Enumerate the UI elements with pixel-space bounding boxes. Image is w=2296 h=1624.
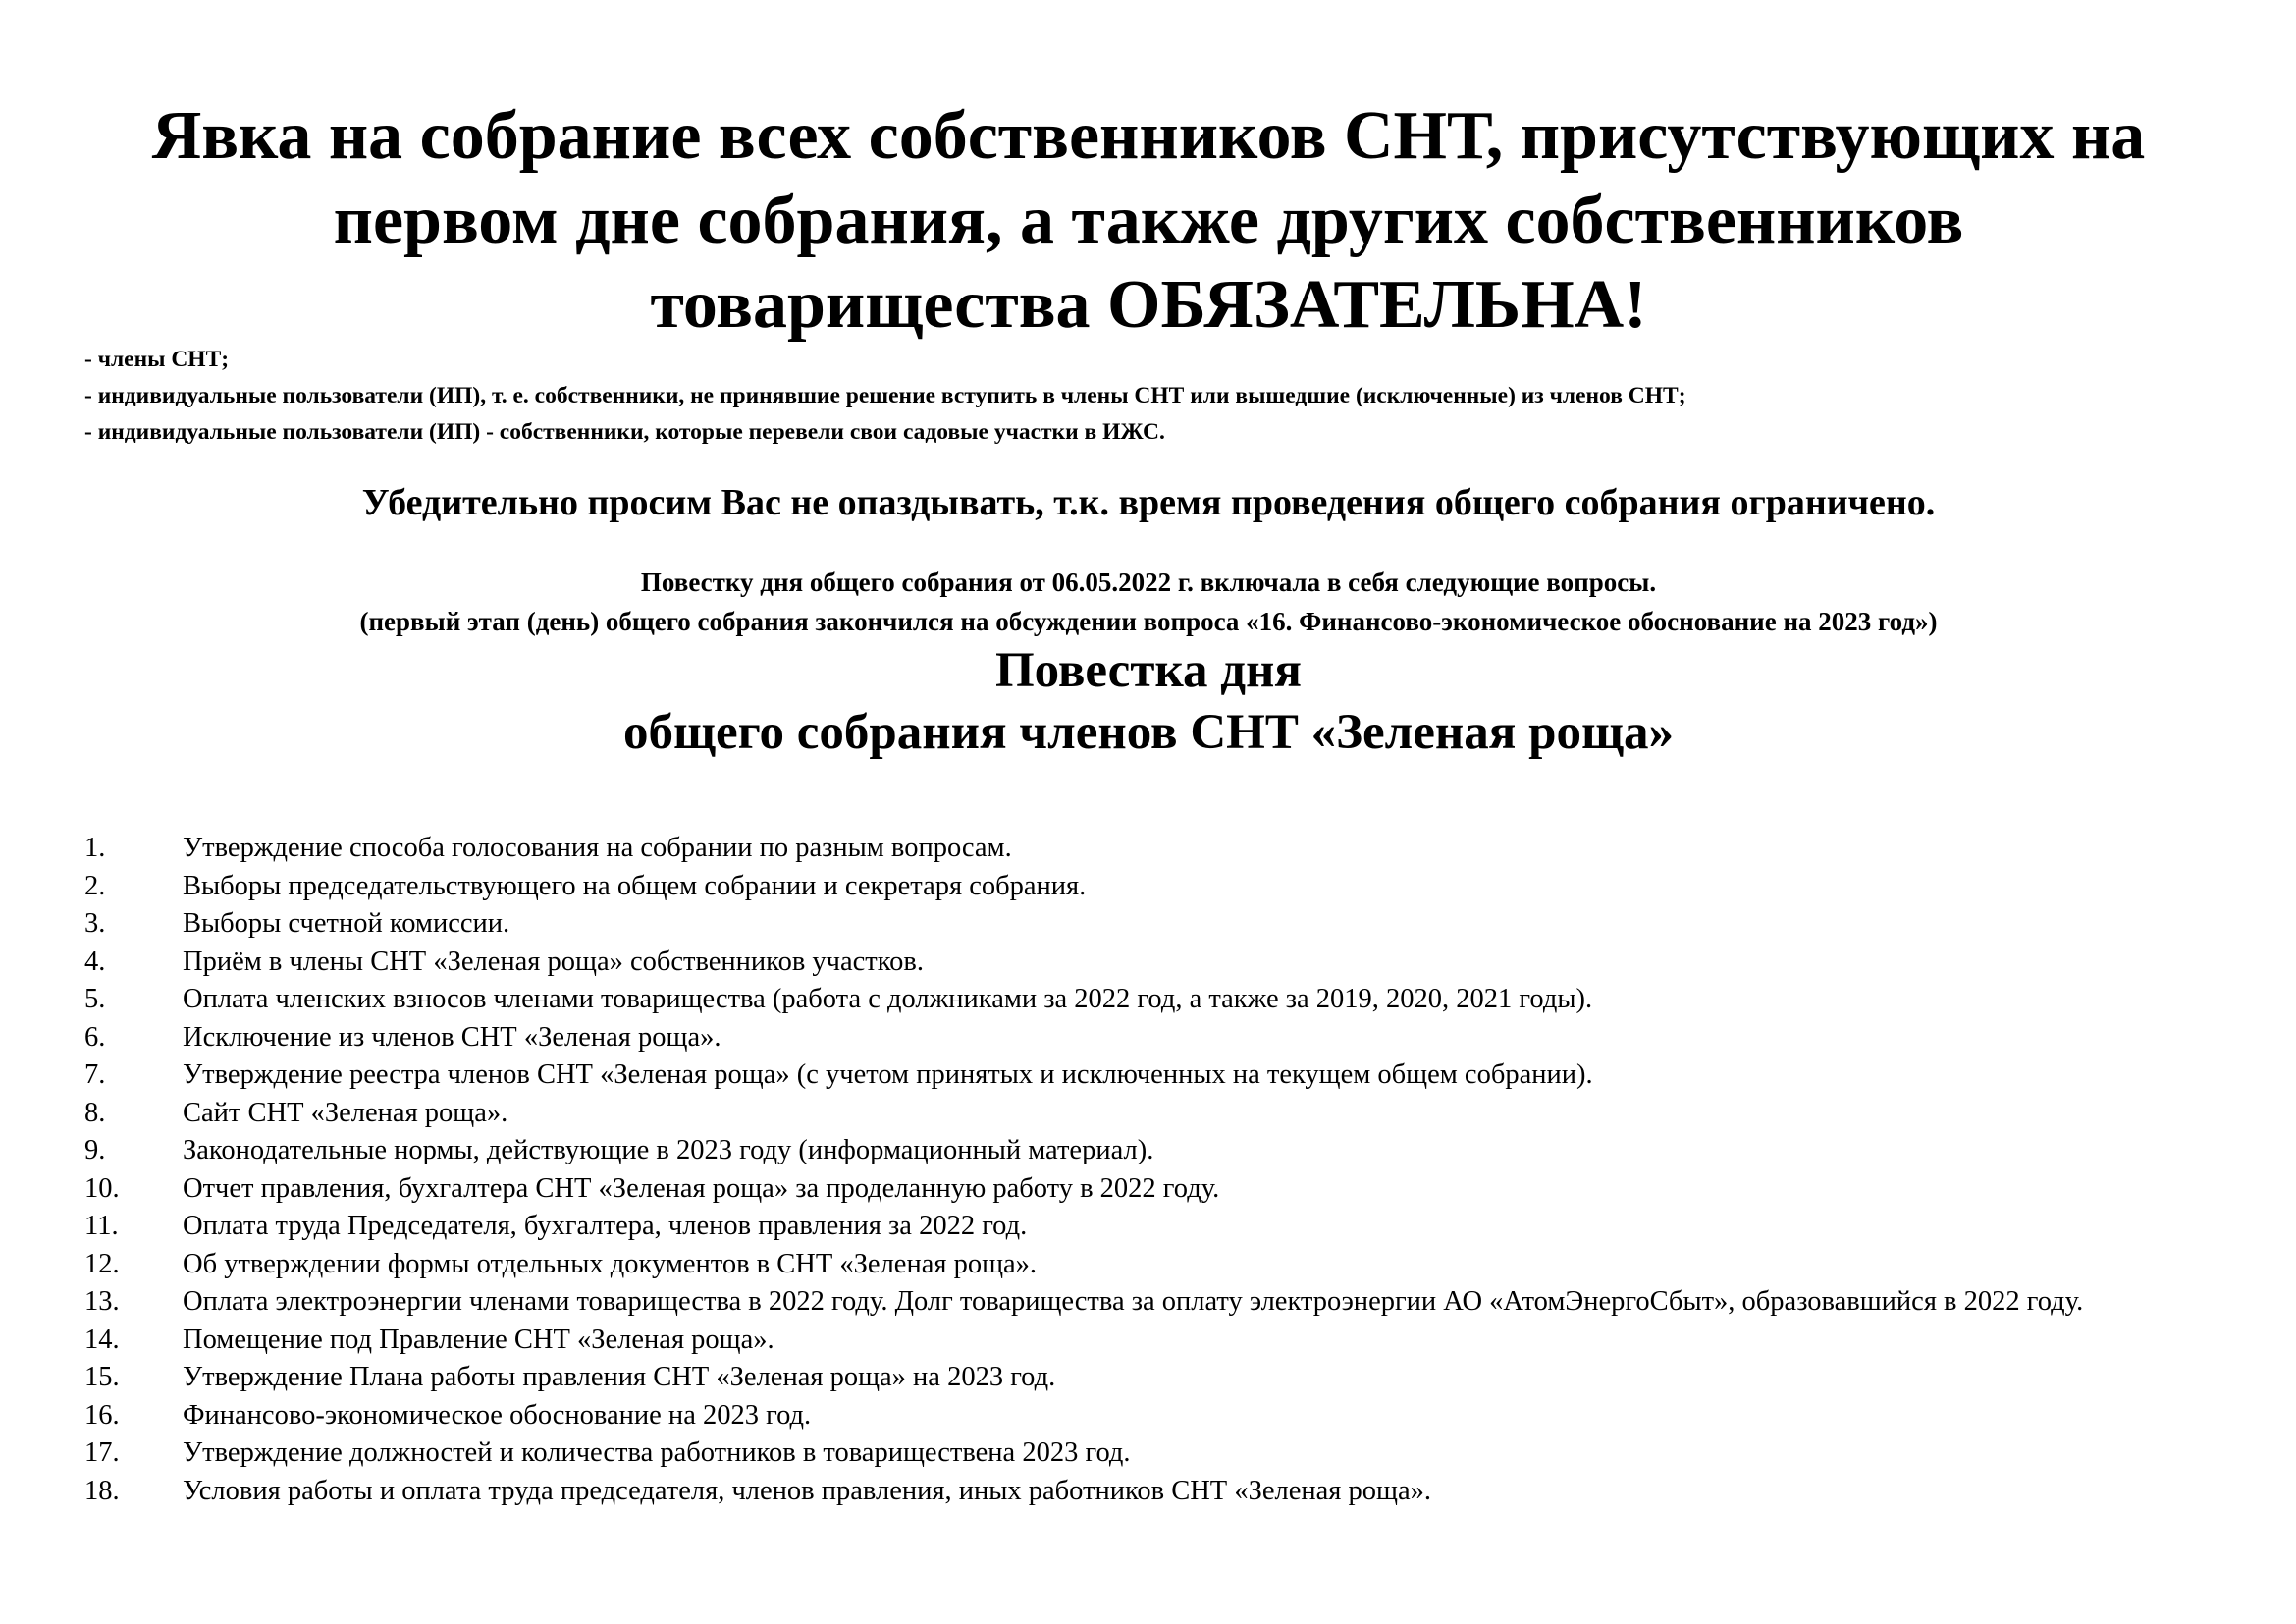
item-number: 15. <box>84 1362 120 1392</box>
item-number: 18. <box>84 1475 120 1506</box>
list-item <box>84 868 2224 906</box>
item-number: 7. <box>84 1059 106 1090</box>
list-item <box>84 1283 2224 1322</box>
list-item <box>84 1056 2224 1095</box>
item-number: 9. <box>84 1135 106 1165</box>
item-text: Оплата труда Председателя, бухгалтера, членов правления за 2022 год. <box>183 1211 1028 1241</box>
item-number: 3. <box>84 908 106 939</box>
list-item <box>84 1322 2224 1360</box>
punctuality-warning: Убедительно просим Вас не опаздывать, т.к. время проведения общего собрания ограничено. <box>361 482 1936 523</box>
item-number: 16. <box>84 1399 120 1431</box>
list-item <box>84 1019 2224 1057</box>
item-number: 13. <box>84 1286 120 1317</box>
category-members: - члены СНТ; <box>84 347 230 372</box>
item-number: 4. <box>84 946 106 977</box>
item-number: 17. <box>84 1437 120 1468</box>
item-text: Выборы председательствующего на общем собрании и секретаря собрания. <box>183 870 1087 901</box>
item-number: 11. <box>84 1211 119 1241</box>
agenda-note-line-2: (первый этап (день) общего собрания закончился на обсуждении вопроса «16. Финансово-экономическое обоснование на 2023 год») <box>359 607 1938 636</box>
agenda-note-line-1: Повестку дня общего собрания от 06.05.2022 г. включала в себя следующие вопросы. <box>640 568 1657 597</box>
list-item <box>84 1246 2224 1284</box>
item-text: Помещение под Правление СНТ «Зеленая роща». <box>183 1324 774 1355</box>
agenda-title <box>59 640 2238 764</box>
item-number: 10. <box>84 1172 120 1204</box>
item-text: Об утверждении формы отдельных документов в СНТ «Зеленая роща». <box>183 1248 1038 1279</box>
list-item <box>84 1208 2224 1246</box>
list-item <box>84 830 2224 868</box>
agenda-title-line-1: Повестка дня <box>994 643 1303 698</box>
item-text: Оплата электроэнергии членами товарищества в 2022 году. Долг товарищества за оплату электроэнергии АО «АтомЭнергоСбыт», образовавшийся в 2022 году. <box>183 1286 2084 1317</box>
item-text: Законодательные нормы, действующие в 2023 году (информационный материал). <box>183 1135 1154 1165</box>
item-number: 1. <box>84 833 106 863</box>
item-number: 14. <box>84 1324 120 1355</box>
list-item <box>84 1435 2224 1473</box>
item-number: 8. <box>84 1097 106 1128</box>
item-text: Финансово-экономическое обоснование на 2023 год. <box>183 1399 812 1431</box>
list-item <box>84 1170 2224 1209</box>
main-title <box>59 94 2238 348</box>
category-individual-users: - индивидуальные пользователи (ИП), т. е. собственники, не принявшие решение вступить в члены СНТ или вышедшие (исключенные) из членов СНТ; <box>84 383 1686 408</box>
item-text: Сайт СНТ «Зеленая роща». <box>183 1097 508 1128</box>
item-text: Утверждение Плана работы правления СНТ «Зеленая роща» на 2023 год. <box>183 1362 1056 1392</box>
list-item <box>84 1359 2224 1397</box>
item-number: 5. <box>84 984 106 1014</box>
list-item <box>84 944 2224 982</box>
list-item <box>84 1132 2224 1170</box>
category-izhs-owners: - индивидуальные пользователи (ИП) - собственники, которые перевели свои садовые участки в ИЖС. <box>84 419 1165 445</box>
agenda-title-line-2: общего собрания членов СНТ «Зеленая роща» <box>622 705 1675 760</box>
item-text: Утверждение должностей и количества работников в товариществена 2023 год. <box>183 1437 1131 1468</box>
item-number: 2. <box>84 870 106 901</box>
item-text: Исключение из членов СНТ «Зеленая роща». <box>183 1021 721 1053</box>
item-text: Условия работы и оплата труда председателя, членов правления, иных работников СНТ «Зеленая роща». <box>183 1475 1431 1506</box>
list-item <box>84 1095 2224 1133</box>
item-text: Выборы счетной комиссии. <box>183 908 510 939</box>
item-number: 6. <box>84 1021 106 1053</box>
main-title-line-2: первом дне собрания, а также других собственников <box>333 183 1964 258</box>
main-title-line-3: товарищества ОБЯЗАТЕЛЬНА! <box>650 267 1647 343</box>
item-number: 12. <box>84 1248 120 1279</box>
main-title-line-1: Явка на собрание всех собственников СНТ, присутствующих на <box>151 98 2146 174</box>
agenda-list <box>84 830 2224 1510</box>
owner-categories <box>84 342 2283 451</box>
list-item <box>84 1397 2224 1435</box>
list-item <box>84 981 2224 1019</box>
item-text: Утверждение реестра членов СНТ «Зеленая роща» (с учетом принятых и исключенных на текущем общем собрании). <box>183 1059 1593 1090</box>
item-text: Приём в члены СНТ «Зеленая роща» собственников участков. <box>183 946 924 977</box>
item-text: Оплата членских взносов членами товарищества (работа с должниками за 2022 год, а также за 2019, 2020, 2021 годы). <box>183 984 1593 1014</box>
list-item <box>84 1473 2224 1511</box>
agenda-note <box>59 563 2238 641</box>
item-text: Отчет правления, бухгалтера СНТ «Зеленая роща» за проделанную работу в 2022 году. <box>183 1172 1220 1204</box>
list-item <box>84 905 2224 944</box>
item-text: Утверждение способа голосования на собрании по разным вопросам. <box>183 833 1012 863</box>
